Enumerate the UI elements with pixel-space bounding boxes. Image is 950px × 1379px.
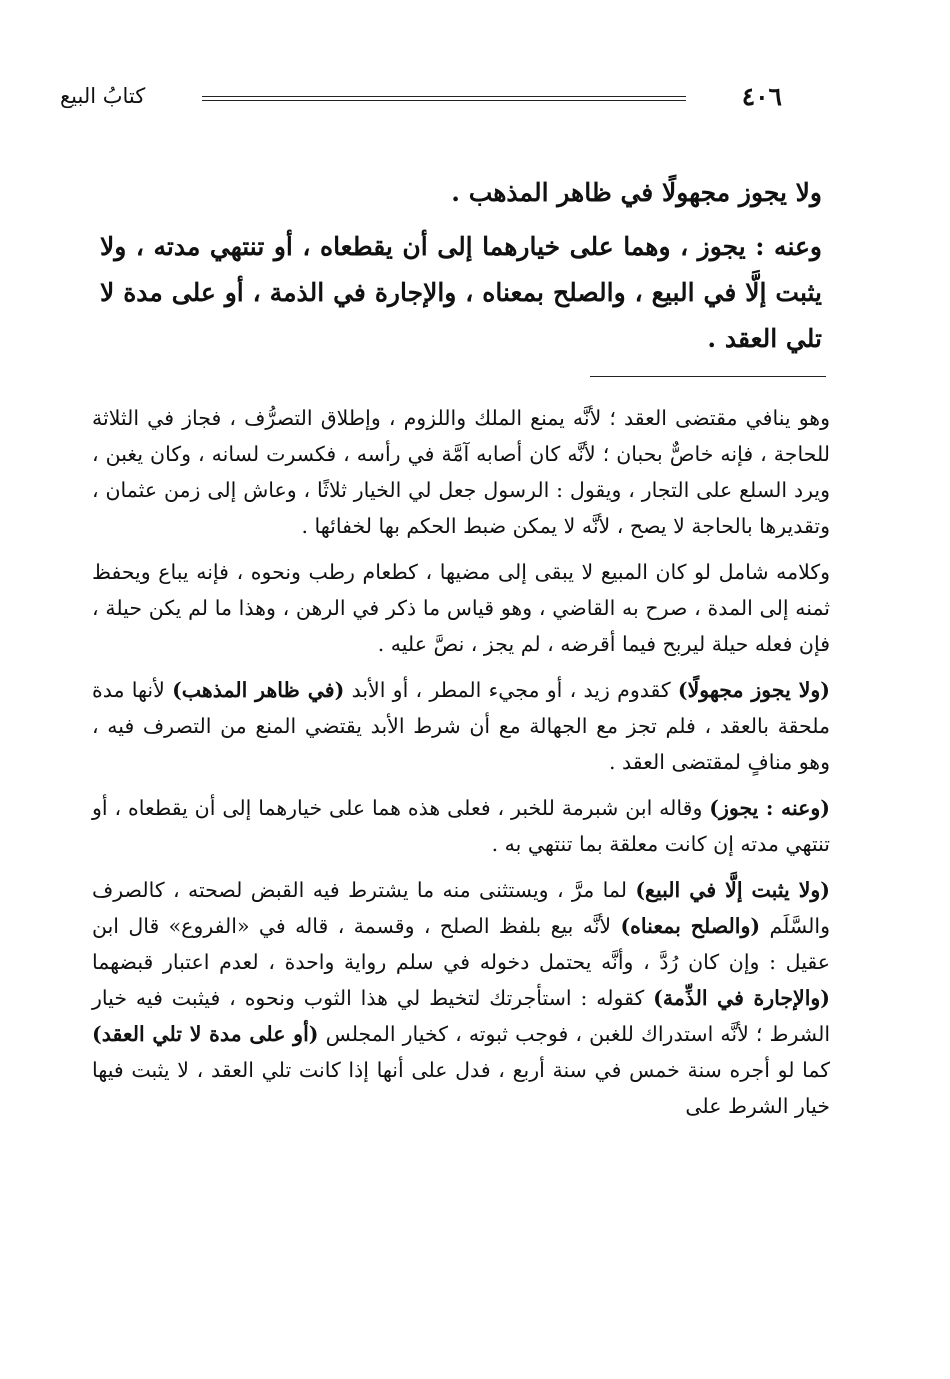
commentary-paragraph: [92, 672, 830, 780]
quoted-matn: (في ظاهر المذهب): [172, 678, 345, 702]
commentary-paragraph: [92, 790, 830, 862]
commentary-text-run: كقوله : استأجرتك لتخيط لي هذا الثوب ونحوه ، فيثبت فيه خيار الشرط ؛ لأنَّه استدراك للغبن ، فوجب ثبوته ، كخيار المجلس: [92, 986, 831, 1046]
quoted-matn: (ولا يثبت إلَّا في البيع): [635, 878, 830, 902]
commentary-text-run: لما مرَّ ، ويستثنى منه ما يشترط فيه القبض لصحته ، كالصرف والسَّلَم: [92, 878, 831, 938]
quoted-matn: (والصلح بمعناه): [620, 914, 761, 938]
commentary-text-run: كقدوم زيد ، أو مجيء المطر ، أو الأبد: [344, 678, 678, 702]
header-rule-second-line: [202, 100, 686, 101]
commentary-text: [92, 400, 830, 1134]
commentary-text-run: لأنَّه بيع بلفظ الصلح ، وقسمة ، قاله في «الفروع» قال ابن عقيل : وإن كان رُدَّ ، وأنَّه يحتمل دخوله في سلم رواية واحدة ، لعدم اعتبار قبضهما: [92, 914, 830, 974]
quoted-matn: (والإجارة في الذِّمة): [653, 986, 831, 1010]
commentary-text-run: وقاله ابن شبرمة للخبر ، فعلى هذه هما على خيارهما إلى أن يقطعاه ، أو تنتهي مدته إن كانت معلقة بما تنتهي به .: [92, 796, 830, 856]
page-header: [60, 82, 782, 122]
page-number: ٤٠٦: [741, 82, 782, 111]
commentary-text-run: لأنها مدة ملحقة بالعقد ، فلم تجز مع الجهالة مع أن شرط الأبد يقتضي المنع من التصرف فيه ، وهو منافٍ لمقتضى العقد .: [92, 678, 830, 774]
running-title: كتابُ البيع: [60, 84, 146, 108]
commentary-paragraph: وكلامه شامل لو كان المبيع لا يبقى إلى مضيها ، كطعام رطب ونحوه ، فإنه يباع ويحفظ ثمنه إلى المدة ، صرح به القاضي ، وهو قياس ما ذكر في الرهن ، وهذا ما لم يكن حيلة ، فإن فعله حيلة ليربح فيما أقرضه ، لم يجز ، نصَّ عليه .: [92, 560, 830, 656]
footnote-separator: [590, 376, 826, 377]
quoted-matn: (وعنه : يجوز): [709, 796, 830, 820]
quoted-matn: (أو على مدة لا تلي العقد): [92, 1022, 319, 1046]
commentary-text-run: كما لو أجره سنة خمس في سنة أربع ، فدل على أنها إذا كانت تلي العقد ، لا يثبت فيها خيار الشرط على: [92, 1058, 830, 1118]
matn-text: [100, 170, 822, 370]
quoted-matn: (ولا يجوز مجهولًا): [677, 678, 830, 702]
matn-paragraph: وعنه : يجوز ، وهما على خيارهما إلى أن يقطعاه ، أو تنتهي مدته ، ولا يثبت إلَّا في البيع ، والصلح بمعناه ، والإجارة في الذمة ، أو على مدة لا تلي العقد .: [100, 232, 822, 353]
commentary-paragraph: وهو ينافي مقتضى العقد ؛ لأنَّه يمنع الملك واللزوم ، وإطلاق التصرُّف ، فجاز في الثلاثة للحاجة ، فإنه خاصٌّ بحبان ؛ لأنَّه كان أصابه آمَّة في رأسه ، فكسرت لسانه ، وكان يغبن ، ويرد السلع على التجار ، ويقول : الرسول جعل لي الخيار ثلاثًا ، وعاش إلى زمن عثمان ، وتقديرها بالحاجة لا يصح ، لأنَّه لا يمكن ضبط الحكم بها لخفائها .: [92, 406, 830, 538]
commentary-paragraph: [92, 872, 830, 1124]
matn-paragraph: ولا يجوز مجهولًا في ظاهر المذهب .: [451, 178, 822, 207]
header-rule: [202, 96, 686, 97]
